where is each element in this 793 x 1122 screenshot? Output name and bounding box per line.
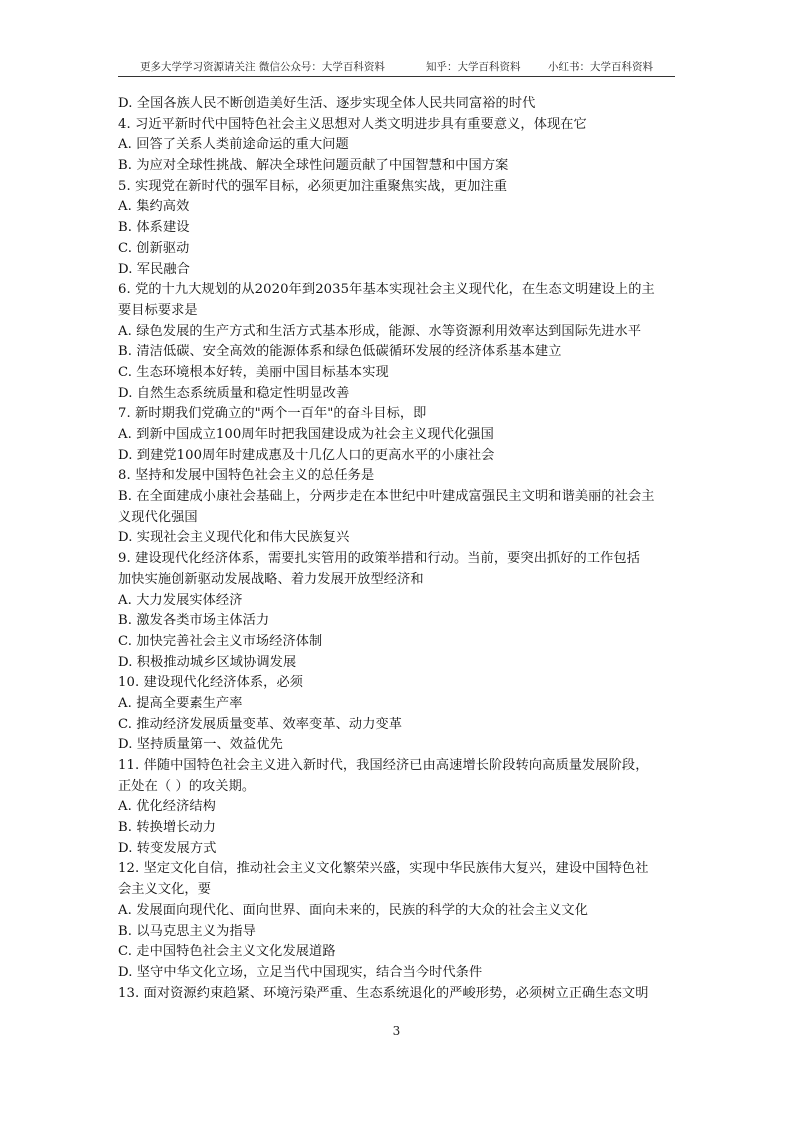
header-wechat-text: 更多大学学习资源请关注 微信公众号：大学百科资料 [140, 61, 385, 73]
text-line: A. 绿色发展的生产方式和生活方式基本形成，能源、水等资源利用效率达到国际先进水平 [118, 323, 642, 339]
text-line: C. 加快完善社会主义市场经济体制 [118, 633, 323, 649]
text-line: 9. 建设现代化经济体系，需要扎实管用的政策举措和行动。当前，要突出抓好的工作包括 [118, 551, 640, 567]
text-line: A. 发展面向现代化、面向世界、面向未来的，民族的科学的大众的社会主义文化 [118, 902, 588, 918]
text-line: 5. 实现党在新时代的强军目标，必须更加注重聚焦实战，更加注重 [118, 178, 508, 194]
text-line: A. 集约高效 [118, 199, 190, 215]
document-body [118, 94, 678, 1004]
text-line: 7. 新时期我们党确立的"两个一百年"的奋斗目标，即 [118, 406, 427, 422]
text-line: A. 大力发展实体经济 [118, 592, 243, 608]
text-line: B. 体系建设 [118, 220, 190, 236]
text-line: 正处在（ ）的攻关期。 [118, 778, 256, 794]
text-line: 加快实施创新驱动发展战略、着力发展开放型经济和 [118, 571, 424, 587]
text-line: A. 优化经济结构 [118, 799, 216, 815]
text-line: 10. 建设现代化经济体系，必须 [118, 675, 304, 691]
text-line: B. 在全面建成小康社会基础上，分两步走在本世纪中叶建成富强民主文明和谐美丽的社会主 [118, 489, 655, 505]
text-line: 义现代化强国 [118, 509, 198, 525]
text-line: 12. 坚定文化自信，推动社会主义文化繁荣兴盛，实现中华民族伟大复兴，建设中国特色社 [118, 861, 649, 877]
text-line: 8. 坚持和发展中国特色社会主义的总任务是 [118, 468, 375, 484]
text-line: B. 转换增长动力 [118, 820, 217, 836]
text-line: 11. 伴随中国特色社会主义进入新时代，我国经济已由高速增长阶段转向高质量发展阶段， [118, 758, 649, 773]
text-line: B. 为应对全球性挑战、解决全球性问题贡献了中国智慧和中国方案 [118, 158, 509, 174]
text-line: 会主义文化，要 [118, 882, 212, 898]
text-line: D. 坚持质量第一、效益优先 [118, 737, 283, 753]
text-line: D. 全国各族人民不断创造美好生活、逐步实现全体人民共同富裕的时代 [118, 96, 536, 111]
text-line: D. 自然生态系统质量和稳定性明显改善 [118, 385, 350, 401]
text-line: D. 实现社会主义现代化和伟大民族复兴 [118, 530, 350, 546]
page-header [118, 58, 675, 77]
text-line: D. 军民融合 [118, 261, 190, 277]
text-line: 要目标要求是 [118, 302, 198, 318]
text-line: D. 转变发展方式 [118, 840, 217, 856]
text-line: 6. 党的十九大规划的从2020年到2035年基本实现社会主义现代化，在生态文明建设上的主 [118, 282, 655, 298]
text-line: 13. 面对资源约束趋紧、环境污染严重、生态系统退化的严峻形势，必须树立正确生态文明 [118, 985, 649, 1001]
text-line: B. 以马克思主义为指导 [118, 923, 256, 939]
text-line: D. 坚守中华文化立场，立足当代中国现实，结合当今时代条件 [118, 964, 483, 980]
text-line: C. 推动经济发展质量变革、效率变革、动力变革 [118, 716, 403, 732]
text-line: C. 创新驱动 [118, 240, 190, 256]
text-line: A. 提高全要素生产率 [118, 695, 243, 711]
text-line: D. 到建党100周年时建成惠及十几亿人口的更高水平的小康社会 [118, 447, 495, 463]
text-line: B. 激发各类市场主体活力 [118, 613, 270, 629]
page-number: 3 [392, 1024, 401, 1038]
text-line: A. 到新中国成立100周年时把我国建设成为社会主义现代化强国 [118, 427, 494, 442]
header-zhihu-text: 知乎：大学百科资料 [426, 61, 521, 73]
text-line: 4. 习近平新时代中国特色社会主义思想对人类文明进步具有重要意义，体现在它 [118, 116, 587, 132]
text-line: C. 生态环境根本好转，美丽中国目标基本实现 [118, 364, 389, 380]
text-line: A. 回答了关系人类前途命运的重大问题 [118, 137, 349, 153]
header-xiaohongshu-text: 小红书：大学百科资料 [548, 61, 653, 73]
text-line: B. 清洁低碳、安全高效的能源体系和绿色低碳循环发展的经济体系基本建立 [118, 344, 562, 360]
text-line: C. 走中国特色社会主义文化发展道路 [118, 944, 336, 960]
text-line: D. 积极推动城乡区域协调发展 [118, 654, 297, 670]
